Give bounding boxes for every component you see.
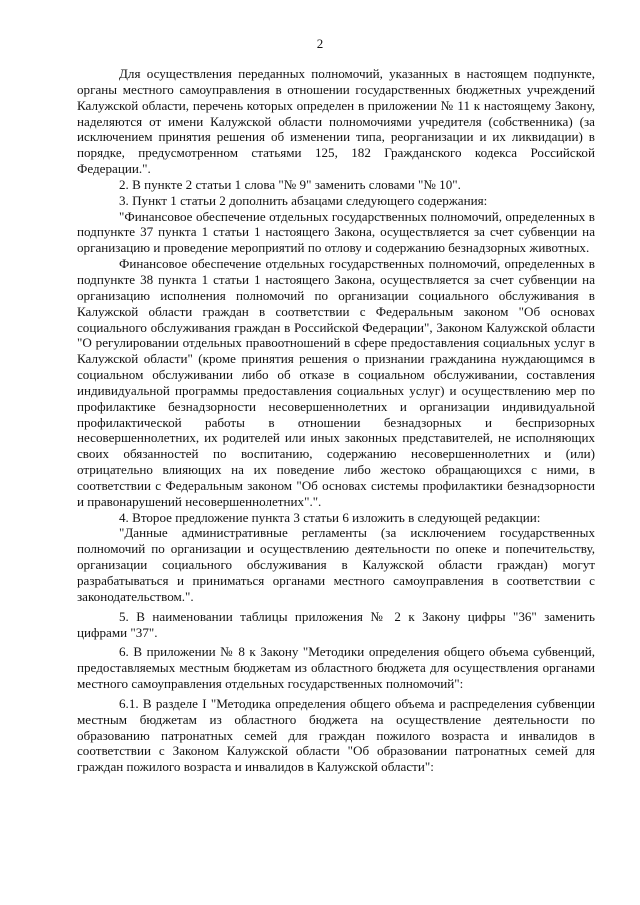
paragraph-5: Финансовое обеспечение отдельных государственных полномочий, определенных в подпункте 38 пункта 1 статьи 1 настоящего Закона, осуществляется за счет субвенции на организацию исполнения полномочий по организации социального обслуживания в Калужской области граждан в соответствии с Федеральным законом "Об основах социального обслуживания граждан в Российской Федерации", Законом Калужской области "О регулировании отдельных правоотношений в сфере предоставления социальных услуг в Калужской области" (кроме принятия решения о признании гражданина нуждающимся в социальном обслуживании либо об отказе в социальном обслуживании, составления индивидуальной программы предоставления социальных услуг) и осуществлению мер по профилактике безнадзорности несовершеннолетних и организации индивидуальной профилактической работы в отношении безнадзорных и беспризорных несовершеннолетних, их родителей или иных законных представителей, не исполняющих своих обязанностей по воспитанию, содержанию несовершеннолетних и (или) отрицательно влияющих на их поведение либо жестоко обращающихся с ними, в соответствии с Федеральным законом "Об основах системы профилактики безнадзорности и правонарушений несовершеннолетних".".	[77, 256, 595, 509]
paragraph-2: 2. В пункте 2 статьи 1 слова "№ 9" заменить словами "№ 10".	[119, 176, 461, 192]
paragraph-10: 6.1. В разделе I "Методика определения общего объема и распределения субвенции местным бюджетам из областного бюджета на осуществление деятельности по образованию патронатных семей для граждан пожилого возраста и инвалидов в соответствии с Законом Калужской области "Об образовании патронатных семей для граждан пожилого возраста и инвалидов в Калужской области":	[77, 695, 595, 775]
paragraph-1: Для осуществления переданных полномочий, указанных в настоящем подпункте, органы местного самоуправления в отношении государственных бюджетных учреждений Калужской области, перечень которых определен в приложении № 11 к настоящему Закону, наделяются от имени Калужской области полномочиями учредителя (собственника) (за исключением принятия решения об изменении типа, реорганизации и их ликвидации) в порядке, предусмотренном статьями 125, 182 Гражданского кодекса Российской Федерации.".	[77, 66, 595, 177]
paragraph-6: 4. Второе предложение пункта 3 статьи 6 изложить в следующей редакции:	[119, 509, 541, 525]
paragraph-9: 6. В приложении № 8 к Закону "Методики определения общего объема субвенций, предоставляемых местным бюджетам из областного бюджета для осуществления органами местного самоуправления отдельных государственных полномочий":	[77, 644, 595, 692]
paragraph-3: 3. Пункт 1 статьи 2 дополнить абзацами следующего содержания:	[119, 192, 488, 208]
paragraph-7: "Данные административные регламенты (за исключением государственных полномочий по организации и осуществлению деятельности по опеке и попечительству, организации социального обслуживания в Калужской области граждан) могут разрабатываться и приниматься органами местного самоуправления в соответствии с законодательством.".	[77, 525, 595, 604]
paragraph-4: "Финансовое обеспечение отдельных государственных полномочий, определенных в подпункте 37 пункта 1 статьи 1 настоящего Закона, осуществляется за счет субвенции на организацию и проведение мероприятий по отлову и содержанию безнадзорных животных.	[77, 208, 595, 256]
document-body	[77, 66, 595, 775]
page-number: 2	[316, 36, 324, 51]
paragraph-8: 5. В наименовании таблицы приложения № 2 к Закону цифры "36" заменить цифрами "37".	[77, 608, 595, 640]
